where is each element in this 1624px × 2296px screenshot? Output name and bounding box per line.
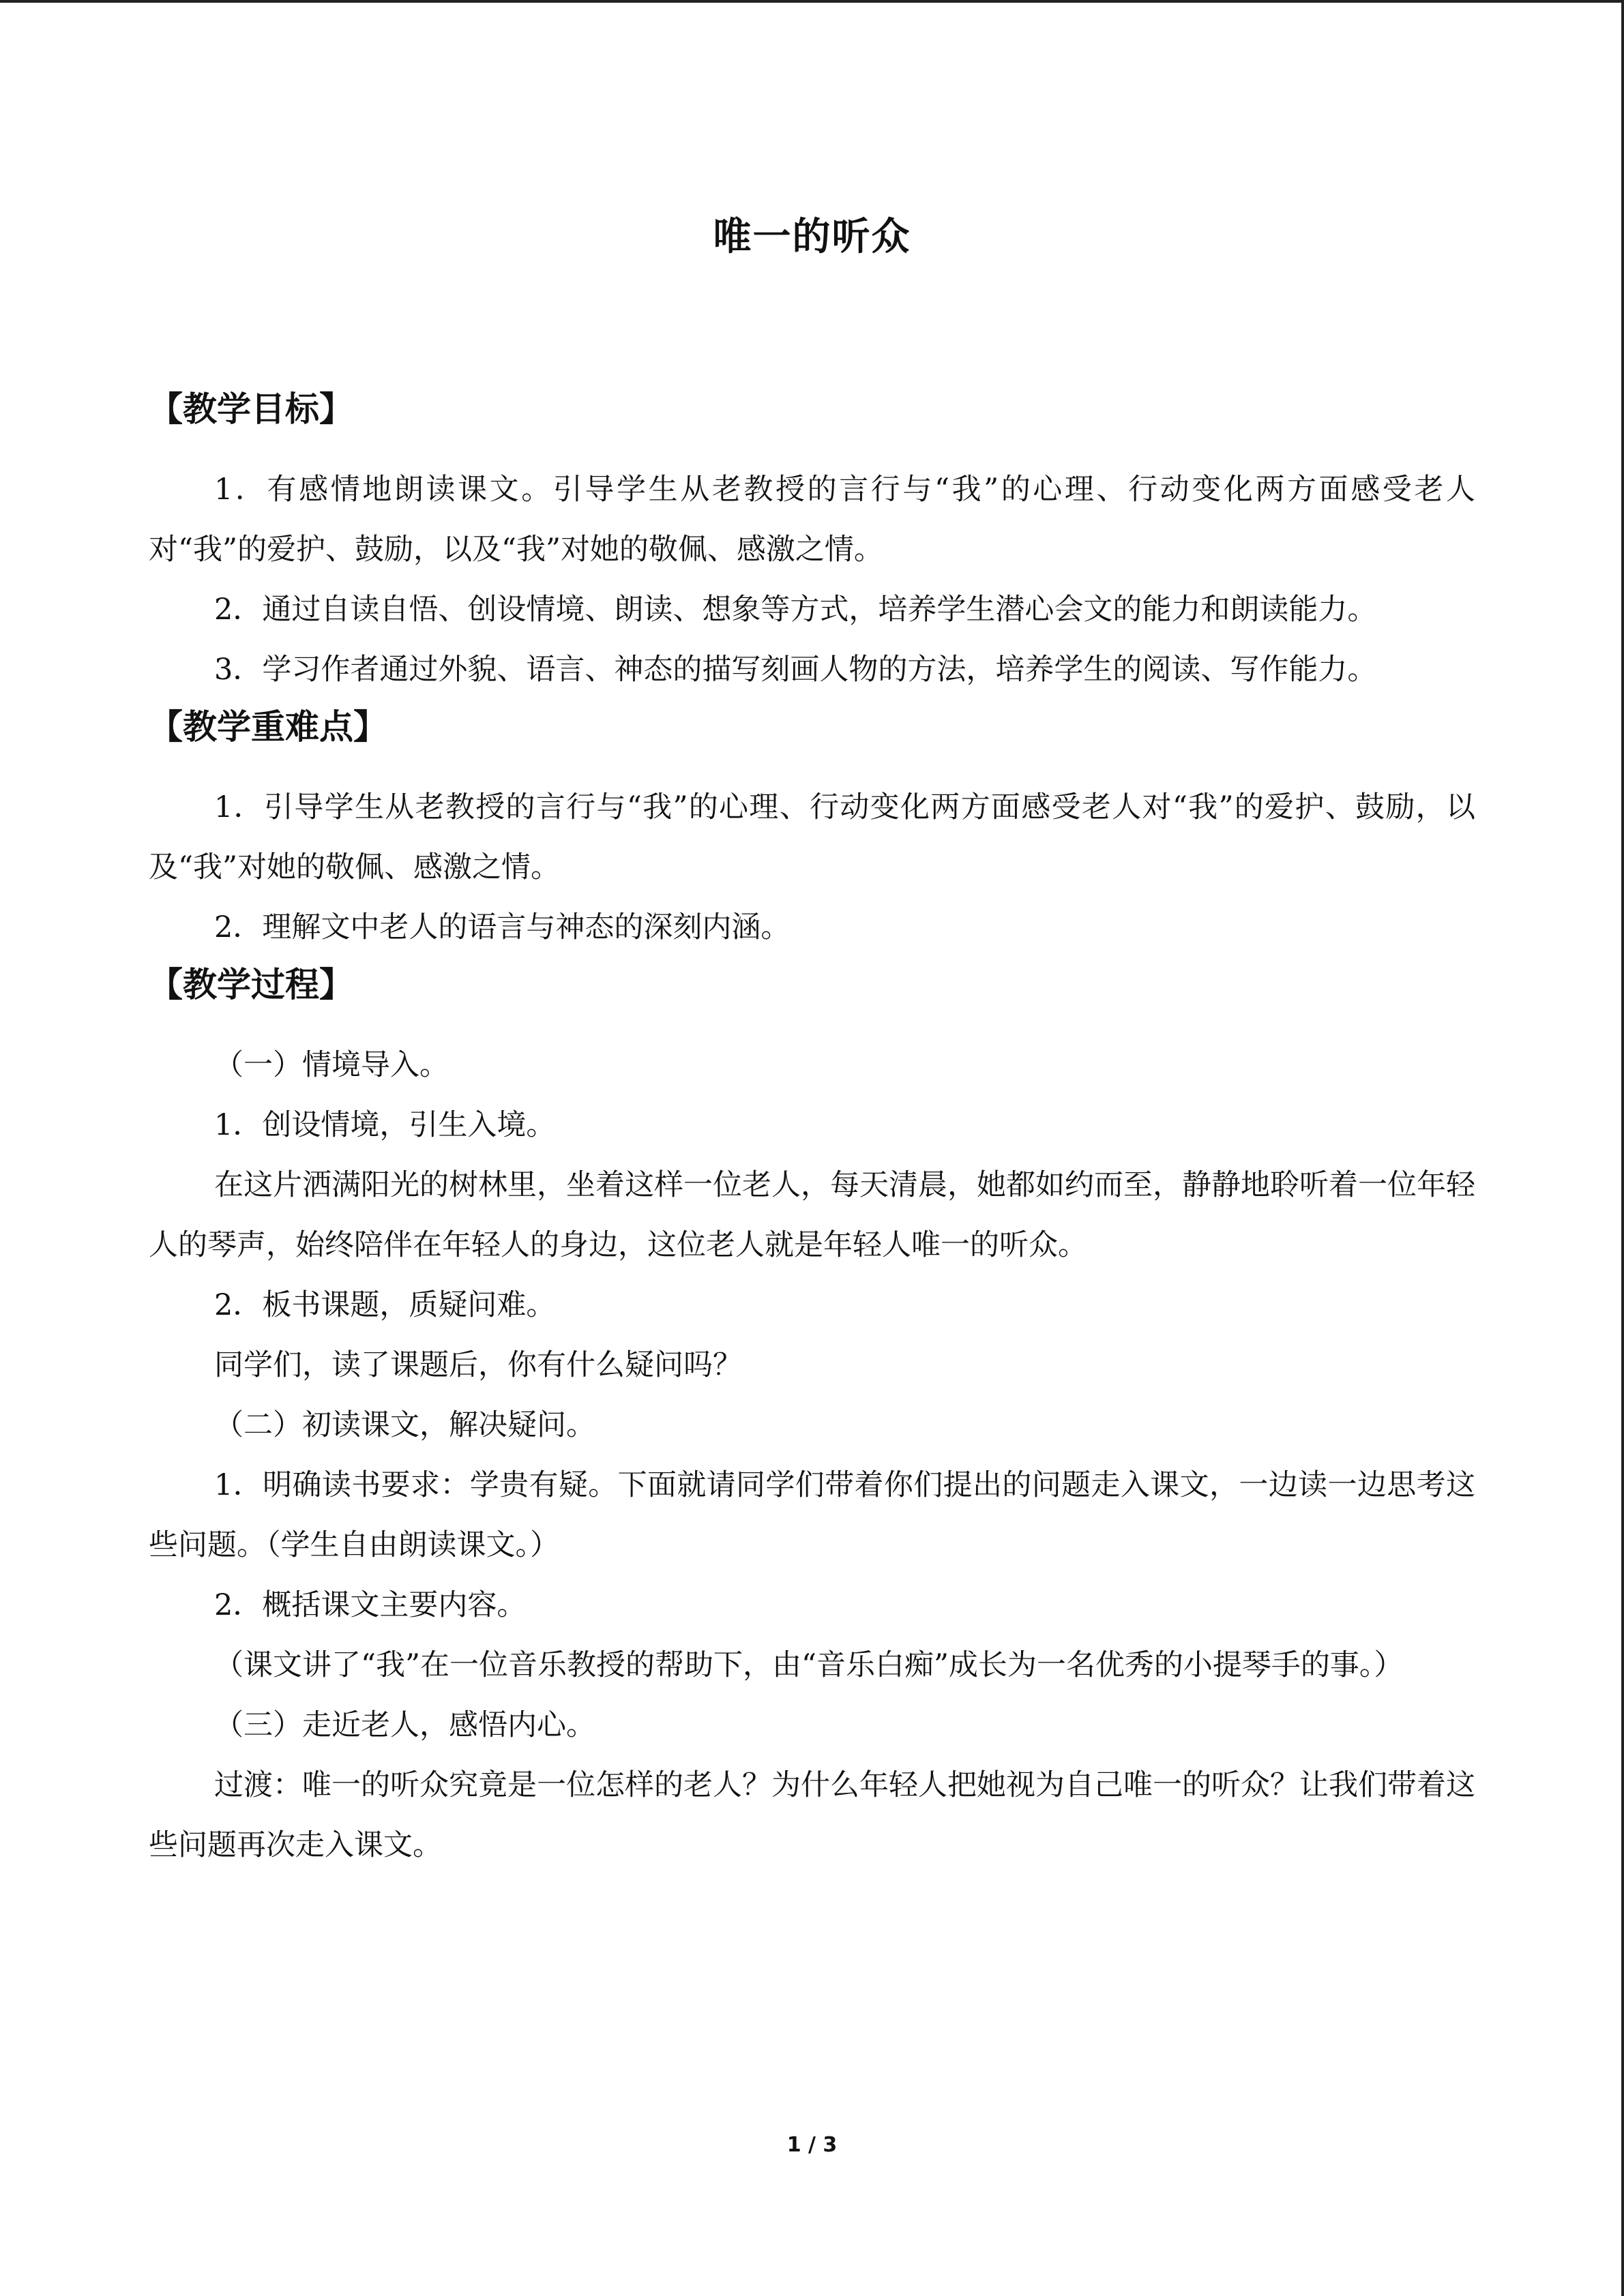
process-paragraph: 1．创设情境，引生入境。 (214, 1108, 556, 1142)
process-paragraph: 同学们，读了课题后，你有什么疑问吗？ (214, 1348, 742, 1382)
process-paragraph: 2．板书课题，质疑问难。 (214, 1288, 556, 1322)
objective-paragraph: 1．有感情地朗读课文。引导学生从老教授的言行与“我”的心理、行动变化两方面感受老人对“我”的爱护、鼓励，以及“我”对她的敬佩、感激之情。 (149, 473, 1475, 567)
key-point-paragraph: 1．引导学生从老教授的言行与“我”的心理、行动变化两方面感受老人对“我”的爱护、鼓励，以及“我”对她的敬佩、感激之情。 (149, 790, 1475, 884)
page-right-border (1621, 0, 1624, 2296)
section-heading-objectives: 【教学目标】 (149, 389, 353, 429)
page-number: 1 / 3 (786, 2133, 838, 2157)
process-paragraph: （二）初读课文，解决疑问。 (214, 1408, 595, 1442)
process-paragraph: 过渡：唯一的听众究竟是一位怎样的老人？为什么年轻人把她视为自己唯一的听众？让我们带着这些问题再次走入课文。 (149, 1768, 1475, 1862)
section-heading-key-points: 【教学重难点】 (149, 707, 387, 747)
process-paragraph: （三）走近老人，感悟内心。 (214, 1708, 595, 1742)
document-body (149, 382, 1475, 1875)
process-paragraph: 2．概括课文主要内容。 (214, 1588, 527, 1622)
section-heading-process: 【教学过程】 (149, 965, 353, 1004)
process-paragraph: （一）情境导入。 (214, 1048, 449, 1082)
objective-paragraph: 3．学习作者通过外貌、语言、神态的描写刻画人物的方法，培养学生的阅读、写作能力。 (214, 653, 1377, 687)
page-top-border (0, 0, 1624, 3)
objective-paragraph: 2．通过自读自悟、创设情境、朗读、想象等方式，培养学生潜心会文的能力和朗读能力。 (214, 593, 1377, 627)
process-paragraph: 1．明确读书要求：学贵有疑。下面就请同学们带着你们提出的问题走入课文，一边读一边思考这些问题。（学生自由朗读课文。） (149, 1468, 1475, 1562)
process-paragraph: 在这片洒满阳光的树林里，坐着这样一位老人，每天清晨，她都如约而至，静静地聆听着一位年轻人的琴声，始终陪伴在年轻人的身边，这位老人就是年轻人唯一的听众。 (149, 1168, 1475, 1262)
document-title: 唯一的听众 (713, 215, 911, 259)
key-point-paragraph: 2．理解文中老人的语言与神态的深刻内涵。 (214, 910, 791, 944)
process-paragraph: （课文讲了“我”在一位音乐教授的帮助下，由“音乐白痴”成长为一名优秀的小提琴手的事。） (214, 1648, 1404, 1682)
